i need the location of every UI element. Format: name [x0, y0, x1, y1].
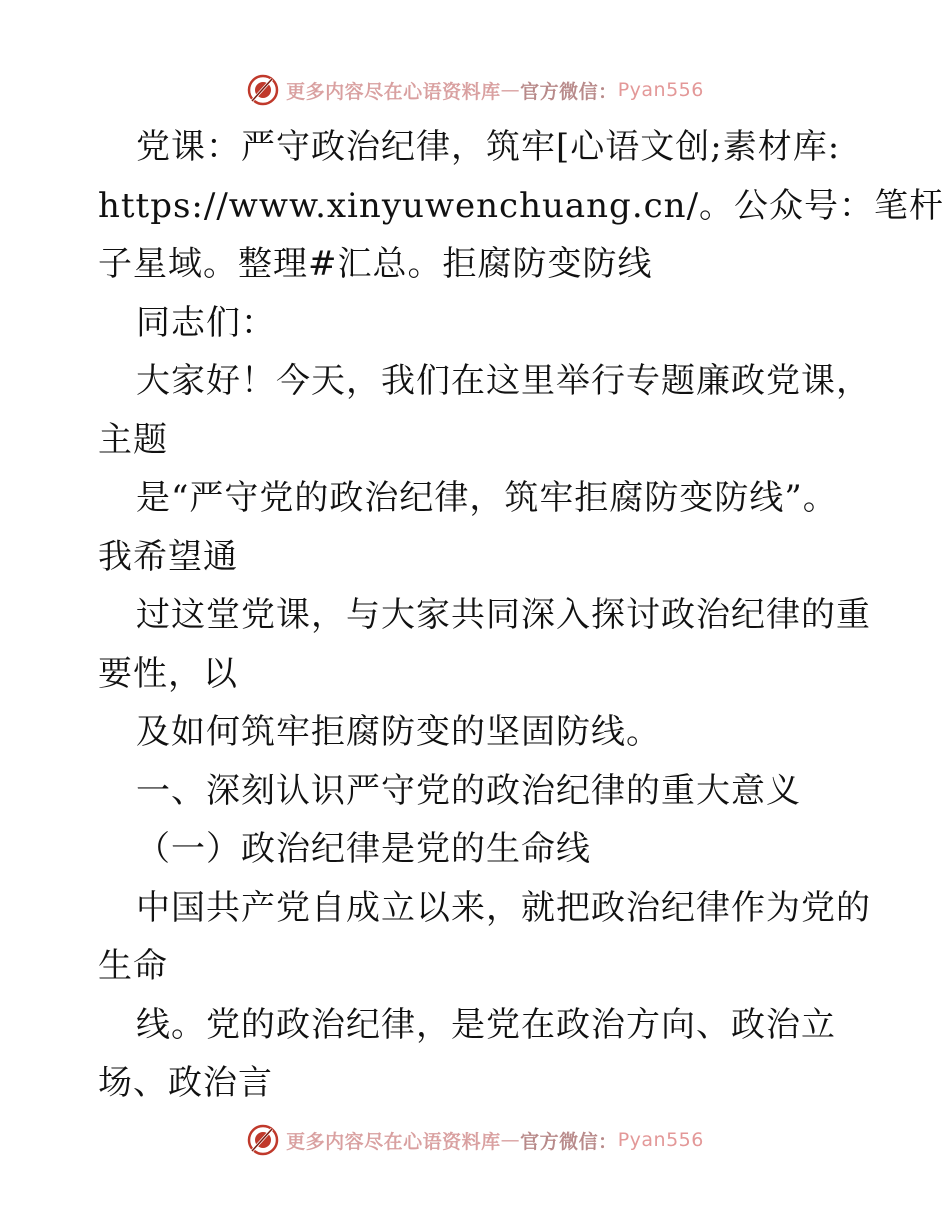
banner-main-text: 更多内容尽在心语资料库	[286, 1130, 501, 1153]
text-line: 党课：严守政治纪律，筑牢[心语文创;素材库:	[136, 127, 841, 167]
text-line: 场、政治言	[98, 1063, 273, 1103]
text-line: 及如何筑牢拒腐防变的坚固防线。	[136, 712, 661, 752]
text-line: 我希望通	[98, 536, 238, 577]
document-body	[98, 118, 945, 1113]
banner-main-text: 更多内容尽在心语资料库	[286, 80, 501, 103]
banner-wechat-id: Pyan556	[617, 79, 704, 101]
text-line: 过这堂党课，与大家共同深入探讨政治纪律的重	[136, 595, 871, 635]
text-line: 主题	[98, 419, 168, 460]
text-line: 要性，以	[98, 653, 238, 694]
text-line: 子星域。整理#汇总。拒腐防变防线	[98, 244, 653, 284]
text-line: 同志们：	[136, 302, 276, 343]
text-line: 生命	[98, 946, 168, 986]
banner-wechat-id: Pyan556	[617, 1129, 704, 1151]
banner-separator: —	[500, 1129, 521, 1151]
text-line: 中国共产党自成立以来，就把政治纪律作为党的	[136, 887, 871, 928]
logo-icon	[246, 73, 280, 107]
text-line: 是“严守党的政治纪律，筑牢拒腐防变防线”。	[136, 478, 838, 518]
text-line: 大家好！今天，我们在这里举行专题廉政党课，	[136, 361, 871, 401]
banner-wechat-label: 官方微信：	[520, 1130, 618, 1153]
subsection-heading: （一）政治纪律是党的生命线	[136, 829, 591, 869]
header-banner	[0, 70, 950, 110]
text-line: https://www.xinyuwenchuang.cn/。公众号：笔杆	[98, 185, 945, 226]
section-heading: 一、深刻认识严守党的政治纪律的重大意义	[136, 770, 801, 811]
banner-wechat-label: 官方微信：	[520, 80, 618, 103]
footer-banner	[0, 1120, 950, 1160]
logo-icon	[246, 1123, 280, 1157]
text-line: 线。党的政治纪律，是党在政治方向、政治立	[136, 1004, 836, 1045]
banner-separator: —	[500, 79, 521, 101]
